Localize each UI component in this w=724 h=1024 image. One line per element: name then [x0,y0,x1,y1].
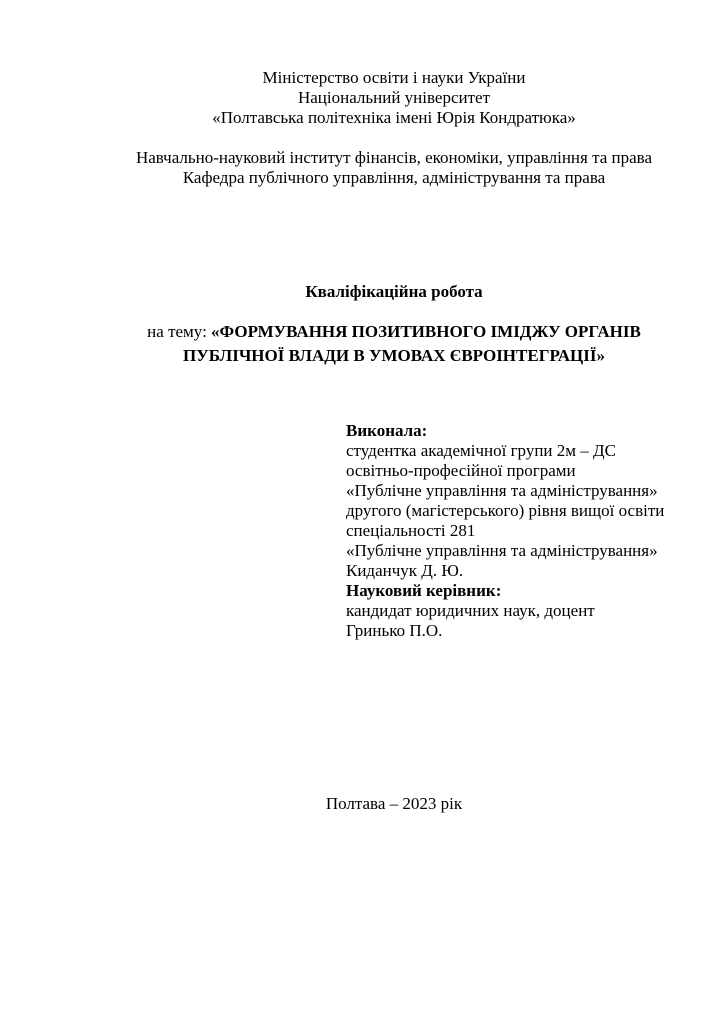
supervisor-label: Науковий керівник: [346,581,502,600]
ministry-line: Міністерство освіти і науки України [262,68,526,87]
topic-prefix: на тему: [147,322,212,341]
executor-line: другого (магістерського) рівня вищої освіти [346,501,665,520]
header-institute-block [102,148,686,188]
university-line: Національний університет [297,88,491,107]
work-type-heading: Кваліфікаційна робота [305,282,483,301]
executor-block [346,421,664,641]
executor-line: «Публічне управління та адміністрування» [346,481,658,500]
executor-line: «Публічне управління та адміністрування» [346,541,658,560]
executor-line: студентка академічної групи 2м – ДС [346,441,616,460]
department-line: Кафедра публічного управління, адміністрування та права [182,168,606,187]
header-ministry-block [102,68,686,128]
executor-label: Виконала: [346,421,428,440]
topic-title: «ФОРМУВАННЯ ПОЗИТИВНОГО ІМІДЖУ ОРГАНІВ ПУБЛІЧНОЇ ВЛАДИ В УМОВАХ ЄВРОІНТЕГРАЦІЇ» [183,322,641,365]
institute-line: Навчально-науковий інститут фінансів, економіки, управління та права [135,148,653,167]
university-name-line: «Полтавська політехніка імені Юрія Кондратюка» [212,108,576,127]
executor-line: освітньо-професійної програми [346,461,576,480]
work-topic-block [102,320,686,368]
executor-line: спеціальності 281 [346,521,476,540]
executor-name-line: Киданчук Д. Ю. [346,561,464,580]
supervisor-line: кандидат юридичних наук, доцент [346,601,595,620]
city-year-line: Полтава – 2023 рік [325,794,463,813]
supervisor-name-line: Гринько П.О. [346,621,443,640]
